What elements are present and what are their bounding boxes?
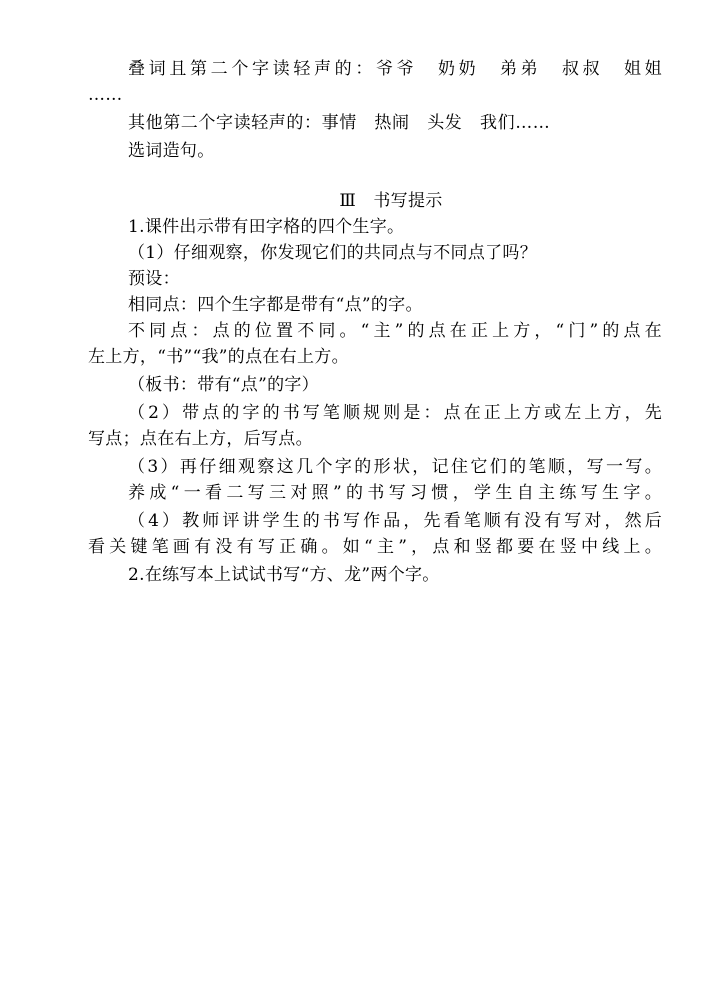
section-heading: Ⅲ 书写提示 bbox=[339, 191, 443, 211]
paragraph-line-step-2: 2.在练写本上试试书写“方、龙”两个字。 bbox=[128, 565, 440, 585]
paragraph-line-observe: （1）仔细观察，你发现它们的共同点与不同点了吗？ bbox=[128, 243, 538, 263]
paragraph-line-step-1: 1.课件出示带有田字格的四个生字。 bbox=[128, 217, 405, 237]
paragraph-line-teacher-review: （4）教师评讲学生的书写作品，先看笔顺有没有写对，然后 bbox=[128, 511, 662, 531]
paragraph-line-other-words: 其他第二个字读轻声的：事情 热闹 头发 我们…… bbox=[128, 113, 551, 133]
paragraph-line-preset: 预设： bbox=[128, 269, 180, 289]
paragraph-line-stroke-rule-cont: 写点；点在右上方，后写点。 bbox=[88, 429, 313, 449]
paragraph-line-similarity: 相同点：四个生字都是带有“点”的字。 bbox=[128, 295, 423, 315]
paragraph-line-board-note: （板书：带有“点”的字） bbox=[128, 375, 319, 395]
paragraph-line-observe-shape: （3）再仔细观察这几个字的形状，记住它们的笔顺，写一写。 bbox=[128, 457, 662, 477]
paragraph-line-ellipsis: …… bbox=[88, 85, 123, 105]
paragraph-line-teacher-review-cont: 看关键笔画有没有写正确。如“主”，点和竖都要在竖中线上。 bbox=[88, 537, 662, 557]
paragraph-line-difference: 不同点：点的位置不同。“主”的点在正上方，“门”的点在 bbox=[128, 321, 662, 341]
paragraph-line-writing-habit: 养成“一看二写三对照”的书写习惯，学生自主练写生字。 bbox=[128, 483, 662, 503]
paragraph-line-stroke-rule: （2）带点的字的书写笔顺规则是：点在正上方或左上方，先 bbox=[128, 403, 662, 423]
paragraph-line-make-sentences: 选词造句。 bbox=[128, 141, 215, 161]
paragraph-line-difference-cont: 左上方，“书”“我”的点在右上方。 bbox=[88, 347, 349, 367]
paragraph-line-reduplicated-words: 叠词且第二个字读轻声的：爷爷 奶奶 弟弟 叔叔 姐姐 bbox=[128, 59, 662, 79]
